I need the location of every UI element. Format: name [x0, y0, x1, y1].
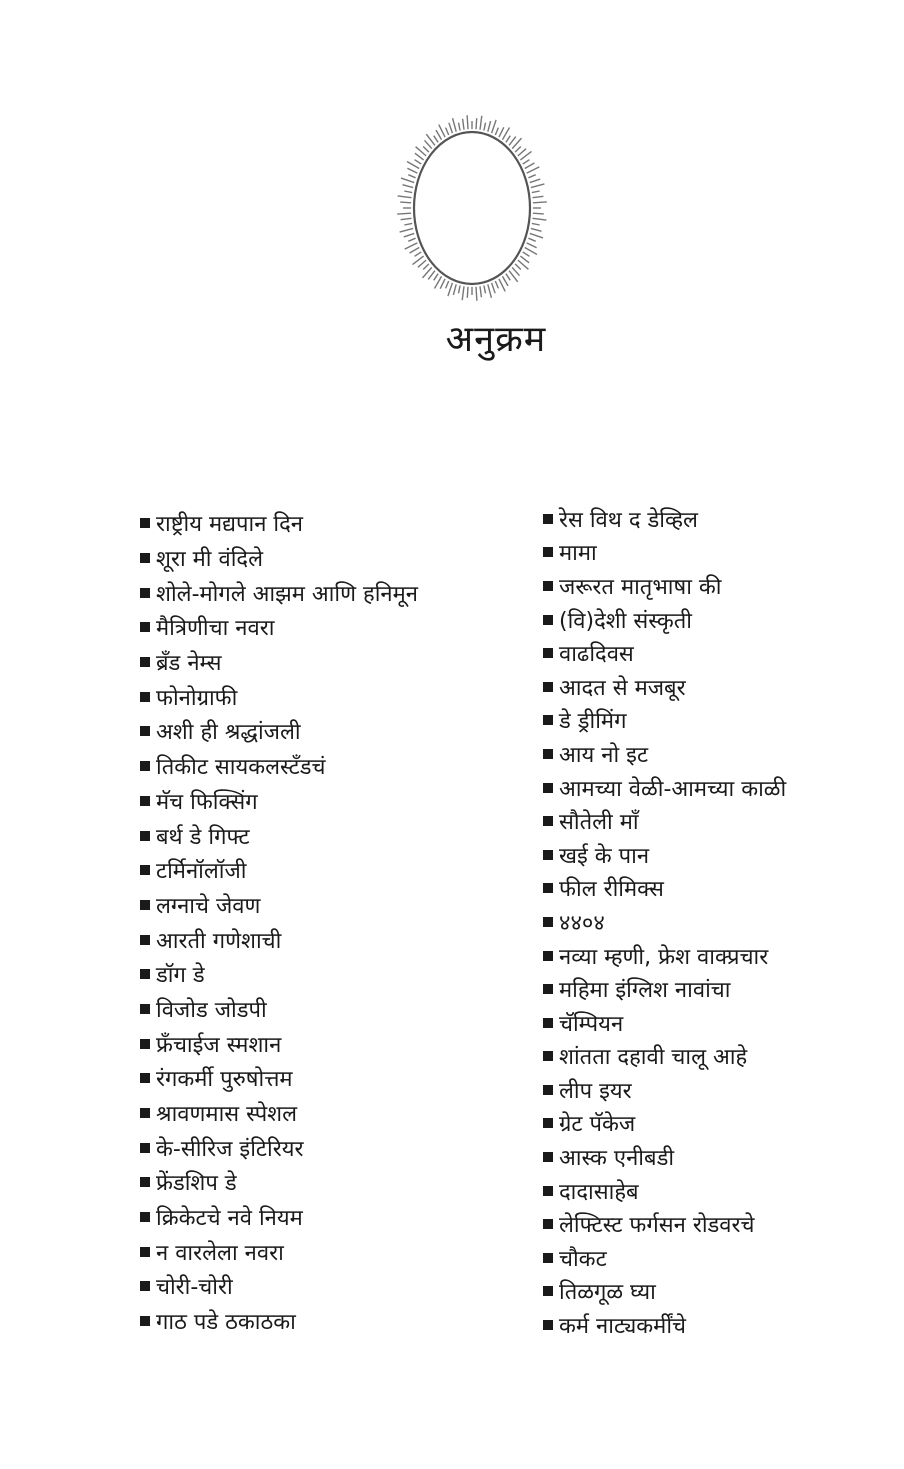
bullet-icon — [140, 657, 150, 667]
sun-ray — [407, 168, 417, 173]
bullet-icon — [543, 1286, 553, 1296]
sun-ray — [401, 178, 414, 183]
list-item — [140, 714, 418, 749]
bullet-icon — [543, 1051, 553, 1061]
list-item-label: रेस विथ द डेव्हिल — [559, 507, 698, 533]
bullet-icon — [140, 1108, 150, 1118]
sun-ray — [523, 160, 530, 164]
list-item-label: मैत्रिणीचा नवरा — [156, 616, 275, 642]
sun-ray — [440, 279, 445, 289]
list-item-label: गाठ पडे ठकाठका — [156, 1310, 296, 1336]
list-item-label: दादासाहेब — [559, 1179, 639, 1205]
list-item-label: फ्रेंडशिप डे — [156, 1171, 237, 1197]
list-item-label: खई के पान — [559, 843, 650, 869]
sun-ray — [523, 252, 530, 256]
sun-ray — [446, 281, 449, 288]
sun-ray — [488, 121, 491, 132]
sun-ray — [459, 286, 461, 294]
list-item — [140, 784, 418, 819]
list-item — [543, 502, 786, 536]
list-item — [140, 575, 418, 610]
bullet-icon — [140, 553, 150, 563]
list-item — [140, 992, 418, 1027]
list-item — [543, 838, 786, 872]
list-item-label: क्रिकेटचे नवे नियम — [156, 1206, 303, 1232]
list-item-label: ग्रेट पॅकेज — [559, 1112, 636, 1138]
sun-ray — [532, 223, 540, 225]
list-item-label: नव्या म्हणी, फ्रेश वाक्प्रचार — [559, 944, 769, 970]
bullet-icon — [140, 1004, 150, 1014]
sun-ray — [484, 286, 486, 294]
list-item-label: मामा — [559, 541, 597, 567]
sun-ray — [462, 286, 464, 300]
list-item — [543, 804, 786, 838]
list-item-label: शांतता दहावी चालू आहे — [559, 1045, 748, 1071]
sun-ray — [506, 274, 510, 281]
list-item-label: डॉग डे — [156, 963, 205, 989]
list-item-label: अशी ही श्रद्धांजली — [156, 720, 301, 746]
list-item — [543, 972, 786, 1006]
sun-ray — [515, 264, 521, 270]
list-item-label: राष्ट्रीय मद्यपान दिन — [156, 512, 303, 538]
sun-ray — [495, 128, 498, 135]
list-item-label: कर्म नाट्यकर्मींचे — [559, 1314, 687, 1340]
sun-ornament-icon — [397, 110, 547, 306]
sun-ray — [527, 167, 540, 173]
sun-ray — [459, 123, 461, 131]
list-item-label: न वारलेला नवरा — [156, 1240, 284, 1266]
list-item — [543, 939, 786, 973]
bullet-icon — [140, 1073, 150, 1083]
list-item-label: आमच्या वेळी-आमच्या काळी — [559, 776, 787, 802]
list-item-label: वाढदिवस — [559, 642, 634, 668]
list-item-label: चोरी-चोरी — [156, 1275, 233, 1301]
sun-ray — [434, 136, 438, 143]
sun-ornament-circle — [414, 132, 530, 284]
bullet-icon — [543, 850, 553, 860]
sun-ray — [423, 147, 429, 153]
sun-ray — [453, 118, 457, 132]
list-item — [140, 1200, 418, 1235]
bullet-icon — [140, 900, 150, 910]
sun-ray — [398, 196, 412, 198]
sun-ray — [463, 119, 464, 130]
sun-ray — [531, 228, 542, 231]
list-item — [543, 569, 786, 603]
list-item — [140, 922, 418, 957]
list-item — [140, 506, 418, 541]
sun-ray — [533, 213, 544, 214]
sun-ray — [448, 283, 453, 296]
sun-ray — [410, 248, 420, 254]
bullet-icon — [140, 726, 150, 736]
list-item-label: बर्थ डे गिफ्ट — [156, 824, 250, 850]
list-item — [543, 771, 786, 805]
sun-ray — [528, 238, 535, 241]
list-item-label: शोले-मोगले आझम आणि हनिमून — [156, 581, 418, 607]
list-item-label: आय नो इट — [559, 742, 649, 768]
list-item-label: तिकीट सायकलस्टँडचं — [156, 755, 326, 781]
bullet-icon — [543, 1219, 553, 1229]
sun-ray — [408, 175, 415, 178]
bullet-icon — [140, 1247, 150, 1257]
list-item — [140, 679, 418, 714]
bullet-icon — [543, 816, 553, 826]
list-item — [140, 1061, 418, 1096]
list-item — [140, 645, 418, 680]
page-title: अनुक्रम — [445, 319, 547, 360]
list-item — [543, 1275, 786, 1309]
list-item-label: लीप इयर — [559, 1078, 632, 1104]
bullet-icon — [140, 761, 150, 771]
sun-ray — [467, 115, 468, 129]
bullet-icon — [543, 547, 553, 557]
sun-ray — [518, 149, 526, 156]
bullet-icon — [543, 514, 553, 524]
bullet-icon — [140, 588, 150, 598]
bullet-icon — [140, 969, 150, 979]
list-item-label: आरती गणेशाची — [156, 928, 282, 954]
list-item — [140, 957, 418, 992]
list-item — [140, 1165, 418, 1200]
sun-ray — [499, 127, 504, 137]
bullet-icon — [543, 1152, 553, 1162]
list-item — [140, 1234, 418, 1269]
bullet-icon — [543, 682, 553, 692]
list-item — [543, 737, 786, 771]
list-item-label: ब्रॅंड नेम्स — [156, 651, 222, 677]
sun-ray — [531, 184, 545, 188]
list-item — [543, 1174, 786, 1208]
list-item — [140, 1096, 418, 1131]
bullet-icon — [140, 1177, 150, 1187]
bullet-icon — [543, 783, 553, 793]
list-item — [543, 603, 786, 637]
bullet-icon — [543, 1186, 553, 1196]
sun-ray — [400, 202, 411, 203]
sun-ray — [453, 284, 456, 295]
list-item-label: सौतेली माँ — [559, 810, 639, 836]
list-item — [543, 1006, 786, 1040]
sun-ray — [515, 147, 521, 153]
list-item — [543, 704, 786, 738]
list-item — [140, 1269, 418, 1304]
sun-ray — [520, 256, 529, 263]
bullet-icon — [140, 796, 150, 806]
list-item — [543, 670, 786, 704]
list-item — [140, 818, 418, 853]
sun-ray — [397, 213, 411, 214]
sun-ray — [532, 191, 540, 193]
sun-ray — [423, 264, 429, 270]
bullet-icon — [140, 1143, 150, 1153]
bullet-icon — [543, 648, 553, 658]
sun-ray — [476, 287, 477, 301]
sun-ray — [533, 196, 544, 197]
sun-ray — [506, 136, 510, 143]
sun-ray — [528, 175, 535, 178]
sun-ray — [492, 120, 497, 133]
sun-ray — [436, 130, 442, 140]
list-item-label: लग्नाचे जेवण — [156, 893, 261, 919]
bullet-icon — [140, 1212, 150, 1222]
contents-list-left — [140, 506, 418, 1339]
bullet-icon — [140, 692, 150, 702]
sun-ray — [480, 116, 482, 130]
bullet-icon — [543, 1253, 553, 1263]
list-item-label: जरूरत मातृभाषा की — [559, 574, 722, 600]
sun-ray — [403, 185, 414, 188]
sun-ray — [405, 243, 418, 249]
list-item-label: टर्मिनॉलॉजी — [156, 859, 247, 885]
list-item-label: फोनोग्राफी — [156, 685, 238, 711]
sun-ray — [415, 153, 424, 160]
sun-ray — [480, 286, 481, 297]
list-item — [543, 1308, 786, 1342]
list-item — [140, 541, 418, 576]
sun-ray — [467, 287, 468, 298]
sun-ray — [533, 202, 547, 203]
sun-ray — [527, 243, 537, 248]
sun-ray — [525, 163, 535, 169]
bullet-icon — [543, 715, 553, 725]
sun-ray — [495, 281, 498, 288]
sun-ray — [408, 238, 415, 241]
list-item-label: चौकट — [559, 1246, 607, 1272]
sun-ray — [404, 191, 412, 193]
sun-ray — [404, 223, 412, 225]
sun-ray — [512, 267, 519, 275]
list-item — [140, 888, 418, 923]
list-item-label: शूरा मी वंदिले — [156, 547, 264, 573]
contents-list-right — [543, 502, 786, 1342]
bullet-icon — [543, 984, 553, 994]
list-item-label: फील रीमिक्स — [559, 877, 664, 903]
list-item-label: ४४०४ — [559, 910, 605, 936]
sun-ray — [492, 283, 496, 293]
list-item-label: फ्रँचाईज स्मशान — [156, 1032, 282, 1058]
bullet-icon — [140, 935, 150, 945]
list-item-label: तिळगूळ घ्या — [559, 1280, 656, 1306]
bullet-icon — [543, 1085, 553, 1095]
sun-ray — [530, 233, 543, 238]
sun-ray — [476, 118, 477, 129]
list-item — [543, 636, 786, 670]
bullet-icon — [140, 865, 150, 875]
list-item — [543, 1241, 786, 1275]
list-item-label: डे ड्रीमिंग — [559, 709, 627, 735]
list-item-label: आदत से मजबूर — [559, 675, 686, 701]
sun-ray — [404, 233, 414, 237]
list-item-label: श्रावणमास स्पेशल — [156, 1102, 298, 1128]
sun-ray — [415, 252, 422, 256]
sun-ray — [434, 274, 438, 281]
list-item — [543, 905, 786, 939]
sun-ray — [407, 162, 419, 169]
bullet-icon — [140, 831, 150, 841]
list-item-label: चॅम्पियन — [559, 1011, 624, 1037]
bullet-icon — [543, 1320, 553, 1330]
bullet-icon — [543, 951, 553, 961]
sun-ray — [428, 271, 435, 280]
list-item-label: विजोड जोडपी — [156, 997, 267, 1023]
sun-ray — [530, 179, 540, 183]
list-item-label: लेफ्टिस्ट फर्गसन रोडवरचे — [559, 1213, 755, 1239]
bullet-icon — [140, 518, 150, 528]
sun-ray — [401, 218, 412, 219]
sun-ray — [425, 140, 432, 148]
list-item — [543, 1107, 786, 1141]
sun-ray — [418, 260, 426, 267]
bullet-icon — [140, 1316, 150, 1326]
bullet-icon — [543, 917, 553, 927]
list-item-label: रंगकर्मी पुरुषोत्तम — [156, 1067, 293, 1093]
bullet-icon — [543, 581, 553, 591]
sun-ray — [449, 123, 453, 133]
list-item — [543, 1140, 786, 1174]
sun-ray — [415, 160, 422, 164]
bullet-icon — [543, 615, 553, 625]
list-item — [543, 1040, 786, 1074]
list-item-label: आस्क एनीबडी — [559, 1146, 675, 1172]
sun-ray — [533, 218, 547, 220]
list-item-label: मॅच फिक्सिंग — [156, 789, 258, 815]
sun-ray — [488, 284, 492, 298]
list-item — [140, 749, 418, 784]
list-item-label: के-सीरिज इंटिरियर — [156, 1136, 304, 1162]
sun-ray — [446, 128, 449, 135]
bullet-icon — [140, 622, 150, 632]
sun-ray — [509, 137, 516, 146]
list-item — [140, 1026, 418, 1061]
list-item — [543, 1073, 786, 1107]
list-item — [543, 536, 786, 570]
list-item — [543, 872, 786, 906]
list-item — [140, 1304, 418, 1339]
list-item — [140, 610, 418, 645]
sun-ray — [400, 228, 414, 232]
list-item — [140, 853, 418, 888]
list-item — [543, 1207, 786, 1241]
bullet-icon — [140, 1281, 150, 1291]
bullet-icon — [140, 1039, 150, 1049]
sun-ray — [525, 248, 537, 255]
bullet-icon — [543, 749, 553, 759]
sun-ray — [484, 123, 486, 131]
bullet-icon — [543, 1018, 553, 1028]
sun-ray — [503, 276, 509, 286]
list-item — [140, 1130, 418, 1165]
list-item-label: (वि)देशी संस्कृती — [559, 608, 692, 634]
list-item-label: महिमा इंग्लिश नावांचा — [559, 978, 731, 1004]
bullet-icon — [543, 883, 553, 893]
bullet-icon — [543, 1118, 553, 1128]
